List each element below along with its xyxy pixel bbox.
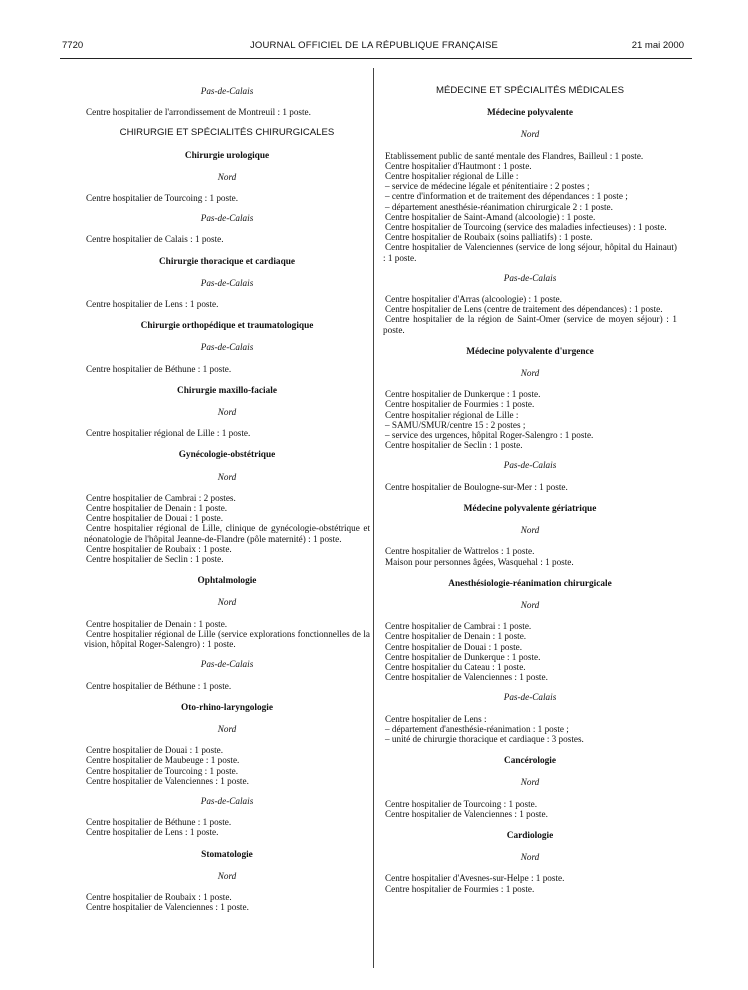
entry-line: – SAMU/SMUR/centre 15 : 2 postes ;	[385, 419, 526, 430]
entry-line: Centre hospitalier de Douai : 1 poste.	[385, 641, 523, 652]
region-heading: Nord	[217, 471, 237, 482]
region-heading: Pas-de-Calais	[200, 213, 254, 224]
entry-line: Centre hospitalier de Roubaix : 1 poste.	[86, 543, 232, 554]
entry-line: Centre hospitalier de Cambrai : 1 poste.	[385, 621, 532, 632]
entry-line: – service des urgences, hôpital Roger-Salengro : 1 poste.	[385, 430, 594, 441]
region-heading: Pas-de-Calais	[503, 272, 557, 283]
entry-list	[84, 493, 370, 564]
entry-line: Centre hospitalier de Douai : 1 poste.	[86, 513, 224, 524]
region-heading: Pas-de-Calais	[200, 86, 254, 96]
entry-line: Centre hospitalier de Roubaix : 1 poste.	[86, 891, 232, 902]
entry-line: Centre hospitalier d'Avesnes-sur-Helpe : 1 poste.	[385, 873, 565, 884]
entry-list	[383, 151, 677, 263]
entry-line: Centre hospitalier du Cateau : 1 poste.	[385, 661, 526, 672]
entry-list	[383, 482, 677, 492]
entry-list	[383, 873, 677, 893]
region-heading: Pas-de-Calais	[503, 460, 557, 471]
entry-list	[84, 193, 370, 203]
region-heading: Pas-de-Calais	[200, 277, 254, 288]
region-heading: Nord	[217, 723, 237, 734]
entry-list	[383, 294, 677, 335]
region-heading: Pas-de-Calais	[503, 692, 557, 703]
page-header	[0, 40, 748, 54]
entry-line: Centre hospitalier de Calais : 1 poste.	[86, 234, 224, 245]
section-heading: CHIRURGIE ET SPÉCIALITÉS CHIRURGICALES	[119, 127, 335, 139]
specialty-heading: Anesthésiologie-réanimation chirurgicale	[448, 578, 612, 589]
region-heading: Nord	[520, 525, 540, 536]
entry-line: Centre hospitalier de Dunkerque : 1 poste.	[385, 389, 541, 400]
entry-line: – département anesthésie-réanimation chirurgicale 2 : 1 poste.	[385, 201, 613, 212]
right-column	[383, 86, 677, 894]
entry-line: Centre hospitalier de Valenciennes (service de long séjour, hôpital du Hainaut) : 1 poste.	[383, 242, 677, 263]
region-heading: Nord	[520, 777, 540, 788]
entry-line: Centre hospitalier régional de Lille :	[385, 409, 519, 420]
specialty-heading: Oto-rhino-laryngologie	[181, 702, 273, 713]
issue-date: 21 mai 2000	[631, 40, 684, 51]
entry-list	[84, 234, 370, 244]
entry-list	[84, 107, 370, 117]
entry-line: – service de médecine légale et pénitentiaire : 2 postes ;	[385, 181, 590, 192]
entry-line: Etablissement public de santé mentale des Flandres, Bailleul : 1 poste.	[385, 150, 644, 161]
entry-list	[84, 892, 370, 912]
entry-line: Centre hospitalier de Roubaix (soins palliatifs) : 1 poste.	[385, 232, 593, 243]
journal-title: JOURNAL OFFICIEL DE LA RÉPUBLIQUE FRANÇAISE	[249, 40, 499, 51]
region-heading: Pas-de-Calais	[200, 342, 254, 353]
entry-list	[383, 799, 677, 819]
header-rule	[60, 58, 692, 59]
region-heading: Nord	[217, 870, 237, 881]
specialty-heading: Médecine polyvalente gériatrique	[463, 503, 597, 514]
entry-line: Centre hospitalier de Béthune : 1 poste.	[86, 680, 232, 691]
entry-line: Maison pour personnes âgées, Wasquehal : 1 poste.	[385, 556, 574, 567]
specialty-heading: Médecine polyvalente d'urgence	[466, 346, 594, 357]
region-heading: Nord	[520, 852, 540, 863]
entry-list	[84, 817, 370, 837]
entry-line: – unité de chirurgie thoracique et cardiaque : 3 postes.	[385, 733, 584, 744]
entry-line: Centre hospitalier de Béthune : 1 poste.	[86, 363, 232, 374]
specialty-heading: Chirurgie maxillo-faciale	[177, 385, 277, 396]
region-heading: Nord	[520, 129, 540, 140]
entry-line: Centre hospitalier de Cambrai : 2 postes.	[86, 492, 236, 503]
entry-line: Centre hospitalier de l'arrondissement de Montreuil : 1 poste.	[86, 107, 311, 118]
specialty-heading: Gynécologie-obstétrique	[178, 450, 276, 461]
specialty-heading: Cancérologie	[504, 756, 556, 767]
entry-list	[383, 621, 677, 682]
specialty-heading: Chirurgie orthopédique et traumatologique	[140, 321, 314, 332]
entry-line: Centre hospitalier de la région de Saint-Omer (service de moyen séjour) : 1 poste.	[383, 314, 677, 335]
entry-line: Centre hospitalier de Lens : 1 poste.	[86, 299, 219, 310]
entry-line: Centre hospitalier régional de Lille (service explorations fonctionnelles de la vision, hôpital Roger-Salengro) : 1 poste.	[84, 628, 370, 650]
specialty-heading: Ophtalmologie	[197, 576, 257, 587]
entry-list	[383, 389, 677, 450]
section-heading: MÉDECINE ET SPÉCIALITÉS MÉDICALES	[435, 85, 624, 96]
entry-list	[383, 546, 677, 566]
left-column	[84, 86, 370, 912]
region-heading: Pas-de-Calais	[200, 795, 254, 806]
specialty-heading: Chirurgie thoracique et cardiaque	[158, 256, 296, 267]
region-heading: Nord	[217, 597, 237, 608]
entry-line: Centre hospitalier de Lens (centre de traitement des dépendances) : 1 poste.	[385, 304, 663, 315]
specialty-heading: Chirurgie urologique	[184, 150, 270, 161]
region-heading: Nord	[520, 599, 540, 610]
entry-list	[84, 428, 370, 438]
entry-line: Centre hospitalier d'Hautmont : 1 poste.	[385, 160, 532, 171]
entry-line: Centre hospitalier de Lens :	[385, 713, 487, 724]
entry-list	[383, 714, 677, 745]
entry-line: Centre hospitalier de Tourcoing : 1 poste.	[385, 798, 538, 809]
entry-line: Centre hospitalier de Wattrelos : 1 poste.	[385, 546, 535, 557]
entry-line: – centre d'information et de traitement des dépendances : 1 poste ;	[385, 191, 628, 202]
entry-line: Centre hospitalier régional de Lille, clinique de gynécologie-obstétrique et néonatologie de l'hôpital Jeanne-de-Flandre (pôle maternité) : 1 poste.	[84, 523, 370, 544]
entry-line: Centre hospitalier de Tourcoing : 1 poste.	[86, 765, 239, 776]
entry-line: Centre hospitalier de Saint-Amand (alcoologie) : 1 poste.	[385, 211, 596, 222]
entry-line: Centre hospitalier de Maubeuge : 1 poste.	[86, 755, 240, 766]
entry-line: – département d'anesthésie-réanimation : 1 poste ;	[385, 723, 569, 734]
entry-line: Centre hospitalier de Douai : 1 poste.	[86, 745, 224, 756]
entry-line: Centre hospitalier de Boulogne-sur-Mer : 1 poste.	[385, 481, 568, 492]
specialty-heading: Cardiologie	[506, 830, 554, 841]
entry-list	[84, 745, 370, 786]
page-number: 7720	[62, 40, 84, 51]
specialty-heading: Médecine polyvalente	[487, 108, 573, 119]
entry-line: Centre hospitalier régional de Lille : 1 poste.	[86, 428, 251, 439]
region-heading: Nord	[217, 171, 237, 182]
entry-line: Centre hospitalier de Valenciennes : 1 poste.	[385, 672, 548, 683]
entry-line: Centre hospitalier régional de Lille :	[385, 171, 519, 182]
region-heading: Pas-de-Calais	[200, 659, 254, 670]
entry-line: Centre hospitalier de Béthune : 1 poste.	[86, 817, 232, 828]
region-heading: Nord	[217, 407, 237, 418]
entry-list	[84, 681, 370, 691]
region-heading: Nord	[520, 368, 540, 379]
entry-line: Centre hospitalier de Denain : 1 poste.	[86, 618, 228, 629]
entry-line: Centre hospitalier de Valenciennes : 1 poste.	[86, 902, 249, 913]
entry-line: Centre hospitalier de Tourcoing : 1 poste.	[86, 193, 239, 204]
entry-line: Centre hospitalier de Fourmies : 1 poste.	[385, 883, 535, 894]
entry-line: Centre hospitalier de Lens : 1 poste.	[86, 827, 219, 838]
entry-line: Centre hospitalier de Valenciennes : 1 poste.	[86, 775, 249, 786]
entry-line: Centre hospitalier de Seclin : 1 poste.	[385, 440, 523, 451]
entry-line: Centre hospitalier de Denain : 1 poste.	[385, 631, 527, 642]
entry-line: Centre hospitalier de Tourcoing (service des maladies infectieuses) : 1 poste.	[385, 222, 667, 233]
entry-list	[84, 619, 370, 650]
entry-line: Centre hospitalier de Dunkerque : 1 poste.	[385, 651, 541, 662]
entry-list	[84, 364, 370, 374]
entry-line: Centre hospitalier de Seclin : 1 poste.	[86, 554, 224, 565]
entry-line: Centre hospitalier de Fourmies : 1 poste.	[385, 399, 535, 410]
specialty-heading: Stomatologie	[201, 849, 253, 860]
column-divider	[373, 68, 374, 968]
entry-list	[84, 299, 370, 309]
entry-line: Centre hospitalier de Denain : 1 poste.	[86, 503, 228, 514]
entry-line: Centre hospitalier d'Arras (alcoologie) : 1 poste.	[385, 294, 562, 305]
entry-line: Centre hospitalier de Valenciennes : 1 poste.	[385, 808, 548, 819]
